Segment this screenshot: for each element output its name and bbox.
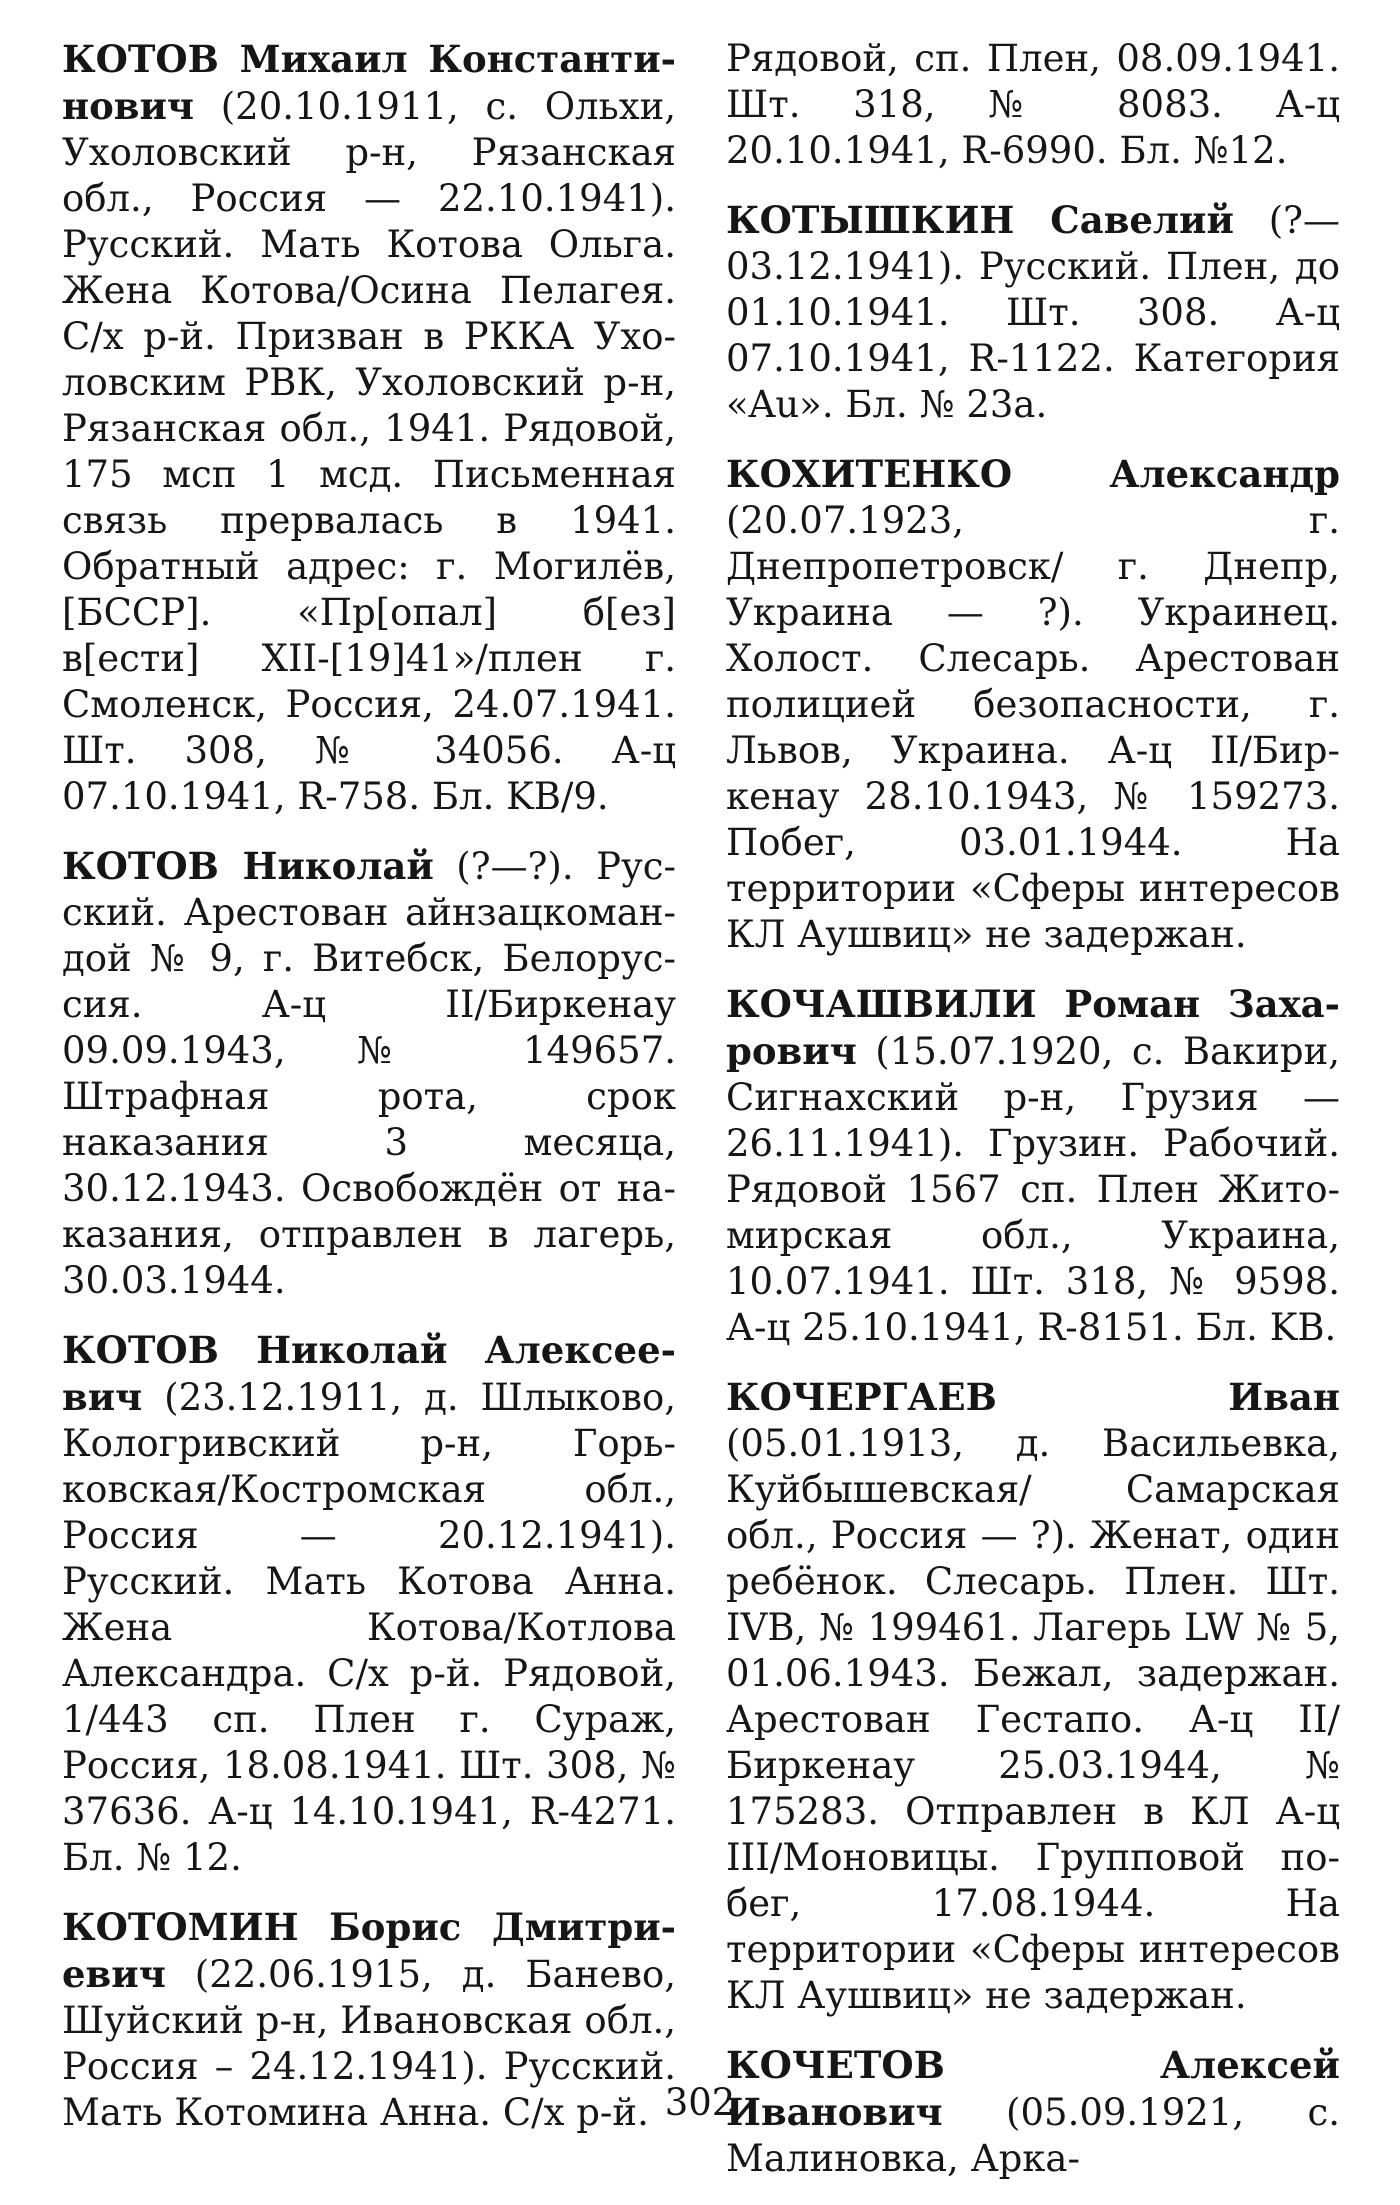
entry-text: (15.07.1920, с. Вакири, Сигнахский р-н, Грузия — 26.11.1941). Грузин. Рабочий. Рядовой 1567 сп. Плен Житомирская обл., Украина, 10.07.1941. Шт. 318, № 9598. А-ц 25.10.1941, R-8151. Бл. KB. bbox=[726, 1030, 1340, 1349]
entry-kotov-nikolai bbox=[62, 843, 676, 1304]
entry-text: (05.01.1913, д. Васильевка, Куйбышевская/ Самарская обл., Россия — ?). Женат, один ребёнок. Слесарь. Плен. Шт. IVB, № 199461. Лагерь LW № 5, 01.06.1943. Бежал, задержан. Арестован Гестапо. А-ц II/Биркенау 25.03.1944, № 175283. Отправлен в КЛ А-ц III/Моновицы. Групповой побег, 17.08.1944. На территории «Сферы интересов КЛ Аушвиц» не задержан. bbox=[726, 1422, 1340, 2017]
entry-name: КОХИТЕНКО Александр bbox=[726, 452, 1340, 496]
entry-name: КОТЫШКИН Савелий bbox=[726, 198, 1234, 242]
entry-kochashvili-roman bbox=[726, 981, 1340, 1351]
entry-kotov-mikhail bbox=[62, 36, 676, 820]
entry-name: КОЧЕТОВ Алексей Иванович bbox=[726, 2043, 1340, 2134]
entry-name: КОЧАШВИЛИ Роман Захарович bbox=[726, 982, 1340, 1073]
entry-text: (20.10.1911, с. Ольхи, Ухоловский р-н, Рязанская обл., Россия — 22.10.1941). Русский. Мать Котова Ольга. Жена Котова/Осина Пелагея. С/х р-й. Призван в РККА Ухоловским РВК, Ухоловский р-н, Рязанская обл., 1941. Рядовой, 175 мсп 1 мсд. Письменная связь прервалась в 1941. Обратный адрес: г. Могилёв, [БССР]. «Пр[опал] б[ез] в[ести] XII-[19]41»/плен г. Смоленск, Россия, 24.07.1941. Шт. 308, № 34056. А-ц 07.10.1941, R-758. Бл. KB/9. bbox=[62, 85, 676, 818]
entry-text: (?—03.12.1941). Русский. Плен, до 01.10.1941. Шт. 308. А-ц 07.10.1941, R-1122. Категория «Au». Бл. № 23а. bbox=[726, 199, 1340, 426]
entry-continuation bbox=[726, 36, 1340, 174]
entry-text: (?—?). Русский. Арестован айнзацкомандой № 9, г. Витебск, Белоруссия. А-ц II/Биркенау 09.09.1943, № 149657. Штрафная рота, срок наказания 3 месяца, 30.12.1943. Освобождён от наказания, отправлен в лагерь, 30.03.1944. bbox=[62, 845, 676, 1302]
entry-kochergaev-ivan bbox=[726, 1374, 1340, 2019]
entry-kokhitenko-aleksandr bbox=[726, 451, 1340, 958]
entry-text: (05.09.1921, с. Малиновка, Арка- bbox=[726, 2091, 1340, 2180]
entry-text: (20.07.1923, г. Днепропетровск/ г. Днепр, Украина — ?). Украинец. Холост. Слесарь. Арестован полицией безопасности, г. Львов, Украина. А-ц II/Биркенау 28.10.1943, № 159273. Побег, 03.01.1944. На территории «Сферы интересов КЛ Аушвиц» не задержан. bbox=[726, 499, 1340, 956]
entry-name: КОТОВ Николай bbox=[62, 844, 434, 888]
entry-kotyshkin-saveliy bbox=[726, 197, 1340, 428]
entry-kotov-nikolai-alekseevich bbox=[62, 1327, 676, 1881]
right-column bbox=[726, 36, 1340, 2205]
entry-text: Рядовой, сп. Плен, 08.09.1941. Шт. 318, № 8083. А-ц 20.10.1941, R-6990. Бл. №12. bbox=[726, 37, 1340, 172]
entry-text: (23.12.1911, д. Шлыково, Кологривский р-н, Горьковская/Костромская обл., Россия — 20.12.1941). Русский. Мать Котова Анна. Жена Котова/Котлова Александра. С/х р-й. Рядовой, 1/443 сп. Плен г. Сураж, Россия, 18.08.1941. Шт. 308, № 37636. А-ц 14.10.1941, R-4271. Бл. № 12. bbox=[62, 1376, 676, 1879]
entry-name: КОТОВ Михаил Константинович bbox=[62, 37, 676, 128]
entry-name: КОЧЕРГАЕВ Иван bbox=[726, 1375, 1340, 1419]
left-column bbox=[62, 36, 676, 2159]
page-number: 302 bbox=[664, 2081, 736, 2124]
entry-name: КОТОМИН Борис Дмитриевич bbox=[62, 1905, 676, 1996]
entry-name: КОТОВ Николай Алексеевич bbox=[62, 1328, 676, 1419]
entry-text: (22.06.1915, д. Банево, Шуйский р-н, Ивановская обл., Россия – 24.12.1941). Русский. Мать Котомина Анна. С/х р-й. bbox=[62, 1953, 676, 2134]
